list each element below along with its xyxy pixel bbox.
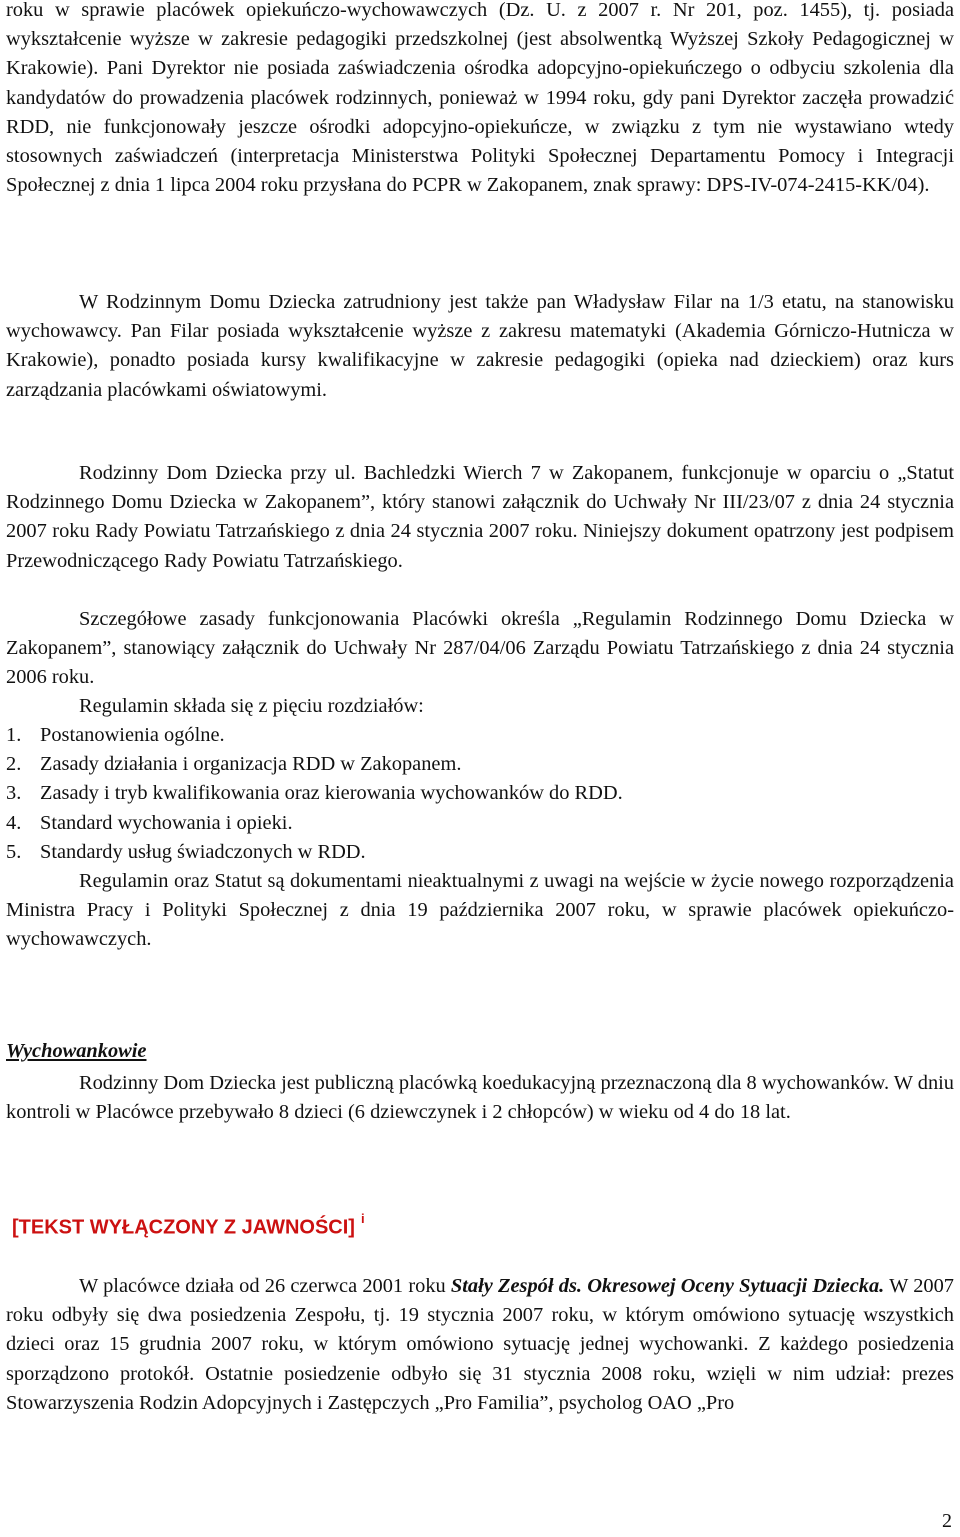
page-number: 2 bbox=[942, 1510, 952, 1532]
paragraph-assessment-team bbox=[6, 1272, 954, 1418]
list-item-number: 5. bbox=[6, 840, 22, 863]
list-item bbox=[6, 809, 954, 838]
paragraph-outdated-documents: Regulamin oraz Statut są dokumentami nieaktualnymi z uwagi na wejście w życie nowego rozporządzenia Ministra Pracy i Polityki Społecznej z dnia 19 października 2007 roku, w sprawie placówek opiekuńczo-wychowawczych. bbox=[6, 870, 954, 951]
chapters-list bbox=[6, 721, 954, 867]
list-item bbox=[6, 750, 954, 779]
list-item-text: Postanowienia ogólne. bbox=[40, 724, 225, 746]
paragraph-residents: Rodzinny Dom Dziecka jest publiczną placówką koedukacyjną przeznaczoną dla 8 wychowanków. W dniu kontroli w Placówce przebywało 8 dzieci (6 dziewczynek i 2 chłopców) w wieku od 4 do 18 lat. bbox=[6, 1072, 954, 1124]
list-item bbox=[6, 779, 954, 808]
paragraph-regulations: Szczegółowe zasady funkcjonowania Placówki określa „Regulamin Rodzinnego Domu Dziecka w Zakopanem”, stanowiący załącznik do Uchwały Nr 287/04/06 Zarządu Powiatu Tatrzańskiego z dnia 24 stycznia 2006 roku. bbox=[6, 608, 954, 689]
paragraph-educator-filar: W Rodzinnym Domu Dziecka zatrudniony jest także pan Władysław Filar na 1/3 etatu, na stanowisku wychowawcy. Pan Filar posiada wykształcenie wyższe z zakresu matematyki (Akademia Górniczo-Hutnicza w Krakowie), ponadto posiada kursy kwalifikacyjne w zakresie pedagogiki (opieka nad dzieckiem) oraz kurs zarządzania placówkami oświatowymi. bbox=[6, 291, 954, 401]
list-item-text: Standardy usług świadczonych w RDD. bbox=[40, 840, 366, 863]
list-item-number: 3. bbox=[6, 782, 22, 805]
list-item-number: 1. bbox=[6, 724, 22, 746]
list-item bbox=[6, 838, 954, 867]
paragraph-statute: Rodzinny Dom Dziecka przy ul. Bachledzki Wierch 7 w Zakopanem, funkcjonuje w oparciu o „Statut Rodzinnego Domu Dziecka w Zakopanem”, który stanowi załącznik do Uchwały Nr III/23/07 z dnia 24 stycznia 2007 roku Rady Powiatu Tatrzańskiego z dnia 24 stycznia 2007 roku. Niniejszy dokument opatrzony jest podpisem Przewodniczącego Rady Powiatu Tatrzańskiego. bbox=[6, 462, 954, 572]
list-item-number: 4. bbox=[6, 811, 22, 834]
paragraph-assessment-start: W placówce działa od 26 czerwca 2001 roku bbox=[79, 1275, 451, 1297]
team-name-emphasis: Stały Zespół ds. Okresowej Oceny Sytuacji Dziecka. bbox=[450, 1275, 885, 1297]
list-item bbox=[6, 721, 954, 750]
section-heading-wychowankowie: Wychowankowie bbox=[6, 1040, 147, 1062]
list-item-text: Standard wychowania i opieki. bbox=[40, 811, 293, 834]
list-item-text: Zasady działania i organizacja RDD w Zakopanem. bbox=[40, 753, 462, 776]
redacted-text: [TEKST WYŁĄCZONY Z JAWNOŚCI] bbox=[12, 1216, 355, 1239]
redacted-notice bbox=[12, 1211, 365, 1240]
list-item-text: Zasady i tryb kwalifikowania oraz kierowania wychowanków do RDD. bbox=[40, 782, 623, 805]
footnote-marker: i bbox=[360, 1211, 365, 1226]
list-item-number: 2. bbox=[6, 753, 22, 776]
paragraph-regulations-chapters: Regulamin składa się z pięciu rozdziałów: bbox=[79, 695, 424, 717]
paragraph-assessment-rest: W 2007 roku odbyły się dwa posiedzenia Zespołu, tj. 19 stycznia 2007 roku, w którym omówiono sytuację wszystkich dzieci oraz 15 grudnia 2007 roku, w którym omówiono sytuację jednej wychowanki. Z każdego posiedzenia sporządzono protokół. Ostatnie posiedzenie odbyło się 31 stycznia 2008 roku, wzięli w nim udział: prezes Stowarzyszenia Rodzin Adopcyjnych i Zastępczych „Pro Familia”, psycholog OAO „Pro bbox=[6, 1275, 954, 1414]
paragraph-director-qualifications: roku w sprawie placówek opiekuńczo-wychowawczych (Dz. U. z 2007 r. Nr 201, poz. 1455), tj. posiada wykształcenie wyższe w zakresie pedagogiki przedszkolnej (jest absolwentką Wyższej Szkoły Pedagogicznej w Krakowie). Pani Dyrektor nie posiada zaświadczenia ośrodka adopcyjno-opiekuńczego o odbyciu szkolenia dla kandydatów do prowadzenia placówek rodzinnych, ponieważ w 1994 roku, gdy pani Dyrektor zaczęła prowadzić RDD, nie funkcjonowały jeszcze ośrodki adopcyjno-opiekuńcze, w związku z tym nie wystawiano wtedy stosownych zaświadczeń (interpretacja Ministerstwa Polityki Społecznej Departamentu Pomocy i Integracji Społecznej z dnia 1 lipca 2004 roku przysłana do PCPR w Zakopanem, znak sprawy: DPS-IV-074-2415-KK/04). bbox=[6, 0, 954, 197]
